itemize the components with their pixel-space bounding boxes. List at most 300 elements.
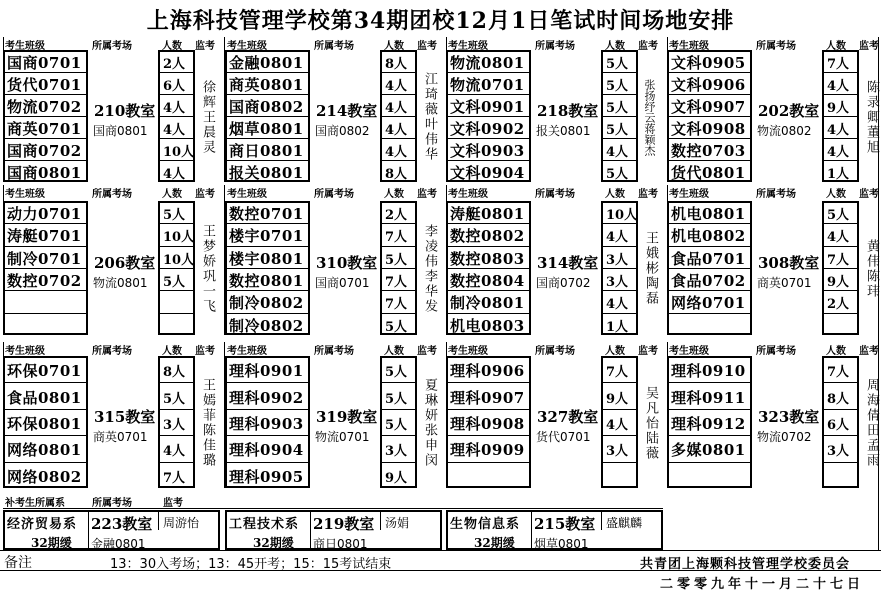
class-name: 数控0801 — [229, 272, 304, 291]
room-host-class: 商英0701 — [757, 275, 812, 290]
header-proctor: 监考 — [195, 41, 215, 52]
header-class: 考生班级 — [227, 189, 267, 200]
proctor-names: 吴凡怡陆薇 — [643, 385, 658, 461]
proctor-names: 王嫣菲陈佳璐 — [200, 378, 215, 468]
student-count: 8人 — [827, 391, 850, 407]
class-name: 商日0801 — [229, 142, 304, 160]
student-count: 4人 — [606, 297, 629, 313]
student-count: 3人 — [606, 444, 629, 460]
exam-room: 214教室 — [316, 102, 378, 120]
row-line — [225, 409, 310, 410]
row-line — [822, 72, 857, 73]
student-count: 4人 — [163, 123, 186, 138]
row-line — [601, 160, 636, 161]
row-line — [822, 382, 857, 383]
proctor-names: 王梦娇巩一飞 — [200, 223, 215, 314]
row-line — [380, 116, 415, 117]
header-proctor: 监考 — [417, 41, 437, 52]
student-count: 6人 — [163, 79, 186, 94]
student-count: 7人 — [385, 230, 408, 246]
student-count: 2人 — [163, 57, 186, 72]
header-count: 人数 — [162, 189, 182, 200]
row-line — [601, 223, 636, 224]
header-proctor: 监考 — [195, 346, 215, 357]
room-host-class: 国商0701 — [315, 275, 370, 290]
class-name: 国商0802 — [229, 98, 304, 116]
student-count: 10人 — [163, 252, 195, 268]
class-name: 网络0802 — [7, 467, 82, 486]
student-count: 5人 — [385, 252, 408, 268]
header-count: 人数 — [826, 346, 846, 357]
header-class: 考生班级 — [669, 41, 709, 52]
class-name: 文科0902 — [450, 120, 525, 138]
note-label: 备注 — [4, 555, 32, 571]
class-name: 理科0902 — [229, 388, 304, 407]
header-room: 所属考场 — [535, 346, 575, 357]
class-name: 楼宇0701 — [229, 227, 304, 246]
class-name: 楼宇0801 — [229, 249, 304, 268]
class-name: 理科0910 — [671, 362, 746, 381]
student-count: 5人 — [827, 208, 850, 224]
class-name: 商英0801 — [229, 76, 304, 94]
class-name: 数控0703 — [671, 142, 746, 160]
exam-room: 327教室 — [537, 408, 599, 426]
makeup-dept: 生物信息系 — [450, 517, 521, 532]
student-count: 4人 — [606, 230, 629, 246]
row-line — [158, 72, 193, 73]
class-name: 制冷0802 — [229, 294, 304, 313]
student-count: 5人 — [606, 57, 629, 72]
class-name: 理科0907 — [450, 388, 525, 407]
header-room: 所属考场 — [92, 41, 132, 52]
row-line — [158, 313, 193, 314]
student-count: 4人 — [163, 444, 186, 460]
row-line — [822, 246, 857, 247]
student-count: 5人 — [385, 418, 408, 433]
proctor-names: 江琦薇叶伟华 — [422, 72, 437, 162]
class-name: 网络0801 — [7, 441, 82, 460]
makeup-dept: 工程技术系 — [229, 517, 300, 532]
makeup-col-line — [531, 510, 532, 550]
row-line — [601, 462, 636, 463]
student-count: 7人 — [385, 297, 408, 313]
header-class: 考生班级 — [5, 346, 45, 357]
exam-room: 308教室 — [758, 253, 820, 272]
room-host-class: 物流0802 — [757, 124, 812, 138]
header-class: 考生班级 — [448, 189, 488, 200]
class-name: 货代0801 — [671, 164, 746, 182]
header-count: 人数 — [162, 41, 182, 52]
class-name: 理科0906 — [450, 362, 525, 381]
row-line — [158, 382, 193, 383]
class-name: 文科0901 — [450, 98, 525, 116]
exam-room: 319教室 — [316, 408, 378, 426]
header-room: 所属考场 — [535, 41, 575, 52]
row-line — [380, 290, 415, 291]
student-count: 9人 — [606, 391, 629, 407]
header-count: 人数 — [826, 189, 846, 200]
student-count: 4人 — [385, 123, 408, 138]
makeup-col-line — [88, 510, 89, 550]
exam-room: 206教室 — [94, 253, 156, 272]
makeup-period: 32期缓 — [253, 536, 294, 550]
makeup-proctor: 周游怡 — [163, 516, 200, 530]
row-line — [667, 462, 752, 463]
row-line — [3, 435, 88, 436]
header-count: 人数 — [384, 346, 404, 357]
header-class: 考生班级 — [5, 189, 45, 200]
student-count: 5人 — [606, 101, 629, 116]
row-line — [3, 462, 88, 463]
exam-room: 210教室 — [94, 102, 156, 120]
row-line — [822, 462, 857, 463]
student-count: 7人 — [827, 365, 850, 381]
student-count: 4人 — [827, 145, 850, 160]
student-count: 4人 — [163, 167, 186, 182]
header-class: 考生班级 — [227, 346, 267, 357]
student-count: 3人 — [827, 444, 850, 460]
row-line — [225, 435, 310, 436]
row-line — [822, 435, 857, 436]
class-name: 数控0802 — [450, 227, 525, 246]
header-proctor: 监考 — [638, 41, 658, 52]
class-name: 理科0903 — [229, 415, 304, 433]
header-room: 所属考场 — [314, 189, 354, 200]
class-name: 国商0702 — [7, 142, 82, 160]
student-count: 9人 — [827, 275, 850, 291]
student-count: 5人 — [163, 391, 186, 407]
exam-room: 202教室 — [758, 102, 820, 120]
class-name: 商英0701 — [7, 120, 82, 138]
student-count: 4人 — [827, 123, 850, 138]
makeup-col-line — [380, 510, 381, 530]
header-makeup-proctor: 监考 — [163, 498, 183, 509]
class-name: 数控0804 — [450, 272, 525, 291]
student-count: 6人 — [827, 418, 850, 433]
exam-room: 323教室 — [758, 408, 820, 426]
row-line — [380, 223, 415, 224]
student-count: 8人 — [385, 167, 408, 182]
row-line — [822, 313, 857, 314]
header-class: 考生班级 — [448, 346, 488, 357]
makeup-room: 223教室 — [91, 515, 153, 533]
makeup-proctor: 汤娟 — [385, 516, 410, 530]
class-name: 文科0907 — [671, 98, 746, 116]
student-count: 1人 — [827, 167, 850, 182]
row-line — [158, 223, 193, 224]
tier-border — [3, 37, 4, 50]
student-count: 8人 — [163, 365, 186, 381]
tier-border — [3, 185, 4, 201]
student-count: 7人 — [163, 470, 186, 486]
row-line — [822, 160, 857, 161]
makeup-dept: 经济贸易系 — [7, 517, 78, 532]
student-count: 5人 — [385, 365, 408, 381]
class-name: 文科0905 — [671, 54, 746, 72]
header-count: 人数 — [384, 41, 404, 52]
row-line — [225, 382, 310, 383]
tier-border — [3, 342, 4, 356]
class-name: 理科0905 — [229, 467, 304, 486]
class-name: 理科0901 — [229, 362, 304, 381]
makeup-host-class: 烟草0801 — [534, 537, 589, 551]
row-line — [601, 313, 636, 314]
class-name: 机电0802 — [671, 227, 746, 246]
row-line — [380, 138, 415, 139]
header-proctor: 监考 — [417, 189, 437, 200]
student-count: 5人 — [606, 79, 629, 94]
row-line — [225, 462, 310, 463]
room-host-class: 物流0801 — [93, 275, 148, 290]
header-proctor: 监考 — [859, 346, 879, 357]
issue-date: 二零零九年十一月二十七日 — [660, 577, 865, 592]
makeup-proctor: 盛麒麟 — [606, 516, 643, 530]
header-makeup-class: 补考生所属系 — [5, 498, 65, 509]
row-line — [601, 290, 636, 291]
header-makeup-room: 所属考场 — [92, 498, 132, 509]
row-line — [667, 409, 752, 410]
class-name: 报关0801 — [229, 164, 304, 182]
row-line — [380, 313, 415, 314]
proctor-names: 王娥彬陶磊 — [643, 231, 658, 307]
note-text: 13：30入考场；13：45开考；15：15考试结束 — [110, 557, 392, 572]
row-line — [380, 268, 415, 269]
exam-room: 315教室 — [94, 408, 156, 426]
row-line — [822, 290, 857, 291]
class-name: 理科0909 — [450, 441, 525, 460]
class-name: 物流0701 — [450, 76, 525, 94]
row-line — [822, 409, 857, 410]
row-line — [822, 116, 857, 117]
header-proctor: 监考 — [638, 346, 658, 357]
class-name: 制冷0801 — [450, 294, 525, 313]
student-count: 10人 — [163, 230, 195, 246]
student-count: 4人 — [385, 79, 408, 94]
exam-room: 218教室 — [537, 102, 599, 120]
class-name: 数控0701 — [229, 205, 304, 224]
header-count: 人数 — [826, 41, 846, 52]
class-name: 国商0701 — [7, 54, 82, 72]
row-line — [822, 268, 857, 269]
row-line — [380, 72, 415, 73]
room-host-class: 物流0701 — [315, 430, 370, 444]
student-count: 4人 — [385, 101, 408, 116]
student-count: 4人 — [827, 230, 850, 246]
student-count: 9人 — [385, 470, 408, 486]
class-name: 国商0801 — [7, 164, 82, 182]
organization: 共青团上海颗科技管理学校委员会 — [640, 557, 851, 572]
row-line — [380, 382, 415, 383]
row-line — [601, 138, 636, 139]
header-class: 考生班级 — [448, 41, 488, 52]
row-line — [601, 94, 636, 95]
makeup-period: 32期缓 — [474, 536, 515, 550]
row-line — [601, 72, 636, 73]
class-name: 文科0904 — [450, 164, 525, 182]
makeup-host-class: 金融0801 — [91, 537, 146, 551]
room-host-class: 货代0701 — [536, 430, 591, 444]
proctor-names: 周海倩田孟雨 — [864, 378, 879, 468]
makeup-period: 32期缓 — [31, 536, 72, 550]
class-name: 食品0701 — [671, 249, 746, 268]
row-line — [158, 290, 193, 291]
row-line — [601, 116, 636, 117]
row-line — [158, 246, 193, 247]
student-count: 4人 — [385, 145, 408, 160]
class-name: 理科0911 — [671, 388, 746, 407]
student-count: 7人 — [385, 275, 408, 291]
header-count: 人数 — [605, 346, 625, 357]
row-line — [3, 313, 88, 314]
makeup-col-line — [158, 510, 159, 530]
class-name: 理科0912 — [671, 415, 746, 433]
header-proctor: 监考 — [859, 189, 879, 200]
header-count: 人数 — [384, 189, 404, 200]
page-title: 上海科技管理学校第34期团校12月1日笔试时间场地安排 — [146, 8, 735, 34]
student-count: 4人 — [827, 79, 850, 94]
student-count: 2人 — [385, 208, 408, 224]
header-room: 所属考场 — [92, 189, 132, 200]
row-line — [446, 435, 531, 436]
header-count: 人数 — [162, 346, 182, 357]
makeup-col-line — [601, 510, 602, 530]
header-room: 所属考场 — [756, 41, 796, 52]
proctor-names: 黄伟陈玮 — [864, 238, 879, 299]
class-name: 机电0801 — [671, 205, 746, 224]
makeup-host-class: 商日0801 — [313, 537, 368, 551]
student-count: 8人 — [385, 57, 408, 72]
row-line — [158, 409, 193, 410]
class-name: 物流0801 — [450, 54, 525, 72]
makeup-col-line — [310, 510, 311, 550]
class-name: 动力0701 — [7, 205, 82, 224]
row-line — [601, 435, 636, 436]
class-name: 食品0801 — [7, 388, 82, 407]
exam-room: 314教室 — [537, 253, 599, 272]
row-line — [3, 409, 88, 410]
class-name: 理科0904 — [229, 441, 304, 460]
room-host-class: 国商0802 — [315, 124, 370, 138]
student-count: 5人 — [163, 208, 186, 224]
proctor-names: 徐辉王晨灵 — [200, 79, 215, 155]
row-line — [667, 382, 752, 383]
student-count: 5人 — [385, 319, 408, 335]
student-count: 7人 — [606, 365, 629, 381]
header-room: 所属考场 — [756, 346, 796, 357]
class-name: 环保0701 — [7, 362, 82, 381]
student-count: 3人 — [163, 418, 186, 433]
class-name: 制冷0802 — [229, 316, 304, 335]
class-name: 货代0701 — [7, 76, 82, 94]
class-name: 物流0702 — [7, 98, 82, 116]
room-host-class: 商英0701 — [93, 430, 148, 444]
footer-line — [0, 570, 881, 571]
header-class: 考生班级 — [669, 346, 709, 357]
class-name: 文科0903 — [450, 142, 525, 160]
student-count: 5人 — [163, 275, 186, 291]
row-line — [380, 435, 415, 436]
class-name: 食品0702 — [671, 272, 746, 291]
class-name: 金融0801 — [229, 54, 304, 72]
student-count: 4人 — [163, 101, 186, 116]
proctor-names: 李凌伟李华发 — [422, 223, 437, 314]
row-line — [822, 94, 857, 95]
row-line — [158, 160, 193, 161]
row-line — [822, 223, 857, 224]
class-name: 烟草0801 — [229, 120, 304, 138]
row-line — [158, 138, 193, 139]
makeup-room: 219教室 — [313, 515, 375, 533]
student-count: 5人 — [606, 123, 629, 138]
header-room: 所属考场 — [92, 346, 132, 357]
header-proctor: 监考 — [417, 346, 437, 357]
proctor-names: 陈录卿董旭 — [864, 79, 879, 155]
header-class: 考生班级 — [669, 189, 709, 200]
row-line — [158, 462, 193, 463]
row-line — [601, 382, 636, 383]
student-count: 7人 — [827, 252, 850, 268]
class-name: 文科0908 — [671, 120, 746, 138]
header-room: 所属考场 — [756, 189, 796, 200]
class-name: 网络0701 — [671, 294, 746, 313]
header-count: 人数 — [605, 41, 625, 52]
row-line — [601, 246, 636, 247]
row-line — [446, 462, 531, 463]
student-count: 10人 — [606, 208, 638, 224]
proctor-names: 夏琳妍张申闵 — [422, 378, 437, 468]
class-name: 制冷0701 — [7, 249, 82, 268]
header-proctor: 监考 — [859, 41, 879, 52]
row-line — [446, 382, 531, 383]
student-count: 3人 — [606, 275, 629, 291]
header-room: 所属考场 — [535, 189, 575, 200]
right-border — [878, 37, 879, 550]
header-count: 人数 — [605, 189, 625, 200]
proctor-names: 张扬纾云蒋颖杰 — [643, 78, 656, 156]
header-proctor: 监考 — [638, 189, 658, 200]
row-line — [667, 435, 752, 436]
row-line — [601, 268, 636, 269]
class-name: 数控0803 — [450, 249, 525, 268]
makeup-room: 215教室 — [534, 515, 596, 533]
class-name: 文科0906 — [671, 76, 746, 94]
class-name: 理科0908 — [450, 415, 525, 433]
student-count: 5人 — [606, 167, 629, 182]
student-count: 7人 — [827, 57, 850, 72]
makeup-line — [3, 508, 663, 509]
row-line — [822, 138, 857, 139]
header-room: 所属考场 — [314, 41, 354, 52]
row-line — [158, 116, 193, 117]
student-count: 1人 — [606, 319, 629, 335]
row-line — [380, 94, 415, 95]
row-line — [3, 382, 88, 383]
class-name: 数控0702 — [7, 272, 82, 291]
room-host-class: 物流0702 — [757, 430, 812, 444]
footer-line — [0, 550, 881, 551]
student-count: 5人 — [385, 391, 408, 407]
room-host-class: 报关0801 — [536, 124, 591, 138]
student-count: 4人 — [606, 418, 629, 433]
header-proctor: 监考 — [195, 189, 215, 200]
student-count: 3人 — [385, 444, 408, 460]
row-line — [380, 246, 415, 247]
student-count: 2人 — [827, 297, 850, 313]
row-line — [380, 409, 415, 410]
exam-room: 310教室 — [316, 253, 378, 272]
class-name: 涛艇0801 — [450, 205, 525, 224]
row-line — [158, 268, 193, 269]
